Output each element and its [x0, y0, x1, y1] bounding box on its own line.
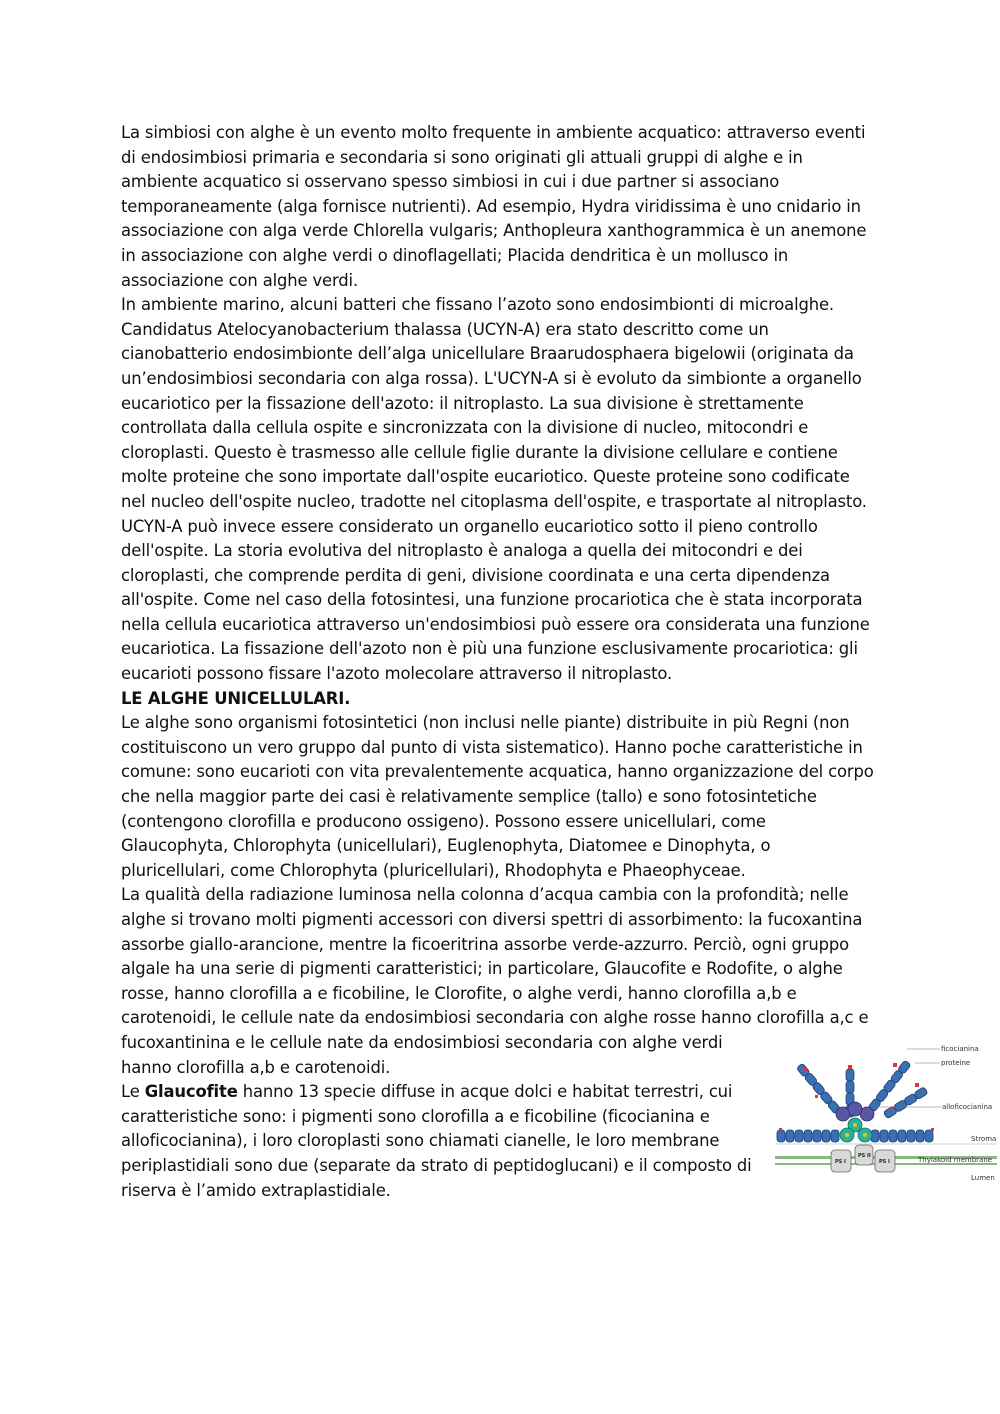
- text-line: periplastidiali sono due (separate da strato di peptidoglucani) e il composto di: [121, 1155, 752, 1175]
- text-line: carotenoidi, le cellule nate da endosimbiosi secondaria con alghe rosse hanno clorofilla a,c e: [121, 1008, 869, 1028]
- text-line: di endosimbiosi primaria e secondaria si sono originati gli attuali gruppi di alghe e in: [121, 147, 803, 167]
- text-line: un’endosimbiosi secondaria con alga rossa). L'UCYN-A si è evoluto da simbionte a organello: [121, 368, 862, 388]
- text-line: hanno clorofilla a,b e carotenoidi.: [121, 1057, 391, 1077]
- text-line: nella cellula eucariotica attraverso un'endosimbiosi può essere ora considerata una funzione: [121, 614, 870, 634]
- ps1-right-label: PS I: [879, 1159, 890, 1165]
- text-line: rosse, hanno clorofilla a e ficobiline, le Clorofite, o alghe verdi, hanno clorofilla a,b e: [121, 983, 797, 1003]
- text-line: riserva è l’amido extraplastidiale.: [121, 1180, 391, 1200]
- glaucofite-term: Glaucofite: [144, 1082, 238, 1102]
- ps2-label: PS II: [858, 1153, 871, 1159]
- text-line: comune: sono eucarioti con vita prevalentemente acquatica, hanno organizzazione del corpo: [121, 762, 874, 782]
- phycobilisome-diagram: [775, 1035, 997, 1187]
- label-lumen: Lumen: [971, 1174, 995, 1182]
- text-line: controllata dalla cellula ospite e sincronizzata con la divisione di nucleo, mitocondri e: [121, 418, 809, 438]
- text-line: molte proteine che sono importate dall'ospite eucariotico. Queste proteine sono codificate: [121, 467, 850, 487]
- text-line: alloficocianina), i loro cloroplasti sono chiamati cianelle, le loro membrane: [121, 1131, 720, 1151]
- text-line: Glaucophyta, Chlorophyta (unicellulari), Euglenophyta, Diatomee e Dinophyta, o: [121, 836, 771, 856]
- text-line: fucoxantinina e le cellule nate da endosimbiosi secondaria con alghe verdi: [121, 1032, 723, 1052]
- core-complex: [836, 1102, 874, 1142]
- text-line: La qualità della radiazione luminosa nella colonna d’acqua cambia con la profondità; nelle: [121, 885, 849, 905]
- text-line: eucariotica. La fissazione dell'azoto non è più una funzione esclusivamente procariotica: gli: [121, 639, 858, 659]
- text-line: ambiente acquatico si osservano spesso simbiosi in cui i due partner si associano: [121, 172, 780, 192]
- text-line: algale ha una serie di pigmenti caratteristici; in particolare, Glaucofite e Rodofite, o alghe: [121, 959, 843, 979]
- algae-paragraphs: [121, 711, 891, 1080]
- text-line: costituiscono un vero gruppo dal punto di vista sistematico). Hanno poche caratteristiche in: [121, 737, 863, 757]
- text-line: cloroplasti. Questo è trasmesso alle cellule figlie durante la divisione cellulare e contiene: [121, 442, 838, 462]
- text-line: pluricellulari, come Chlorophyta (pluricellulari), Rhodophyta e Phaeophyceae.: [121, 860, 746, 880]
- text-line: eucarioti possono fissare l'azoto molecolare attraverso il nitroplasto.: [121, 664, 673, 684]
- text-line: che nella maggior parte dei casi è relativamente semplice (tallo) e sono fotosintetiche: [121, 787, 817, 807]
- label-ficocianina: ficocianina: [941, 1045, 979, 1053]
- text-line: cianobatterio endosimbionte dell’alga unicellulare Braarudosphaera bigelowii (originata da: [121, 344, 854, 364]
- text-line: in associazione con alghe verdi o dinoflagellati; Placida dendritica è un mollusco in: [121, 245, 789, 265]
- label-alloficocianina: alloficocianina: [942, 1103, 993, 1111]
- text-line: Candidatus Atelocyanobacterium thalassa (UCYN-A) era stato descritto come un: [121, 319, 769, 339]
- text-line: UCYN-A può invece essere considerato un organello eucariotico sotto il pieno controllo: [121, 516, 818, 536]
- text-line: nel nucleo dell'ospite nucleo, tradotte nel citoplasma dell'ospite, e trasportate al nitroplasto.: [121, 491, 867, 511]
- text-line: In ambiente marino, alcuni batteri che fissano l’azoto sono endosimbionti di microalghe.: [121, 295, 834, 315]
- label-thylakoid: Thylakoid membrane: [918, 1156, 993, 1164]
- right-horizontal-rod: [871, 1130, 933, 1142]
- text-line: all'ospite. Come nel caso della fotosintesi, una funzione procariotica che è stata incorporata: [121, 590, 863, 610]
- glaucofite-line: Le Glaucofite hanno 13 specie diffuse in acque dolci e habitat terrestri, cui: [121, 1082, 733, 1102]
- phycobilisome-figure: [775, 1035, 997, 1187]
- intro-paragraphs: [121, 121, 891, 687]
- text-line: eucariotico per la fissazione dell'azoto: il nitroplasto. La sua divisione è strettamente: [121, 393, 804, 413]
- text-line: Le alghe sono organismi fotosintetici (non inclusi nelle piante) distribuite in più Regni (non: [121, 713, 850, 733]
- section-heading: LE ALGHE UNICELLULARI.: [121, 688, 351, 708]
- text-line: La simbiosi con alghe è un evento molto frequente in ambiente acquatico: attraverso eventi: [121, 123, 866, 142]
- text-line: caratteristiche sono: i pigmenti sono clorofilla a e ficobiline (ficocianina e: [121, 1106, 710, 1126]
- photosystems: [831, 1145, 895, 1172]
- text-line: cloroplasti, che comprende perdita di geni, divisione coordinata e una certa dipendenza: [121, 565, 830, 585]
- text-line: temporaneamente (alga fornisce nutrienti). Ad esempio, Hydra viridissima è uno cnidario in: [121, 196, 861, 216]
- text-line: associazione con alga verde Chlorella vulgaris; Anthopleura xanthogrammica è un anemone: [121, 221, 867, 241]
- ps1-left-label: PS I: [835, 1159, 846, 1165]
- label-proteine: proteine: [941, 1059, 971, 1067]
- text-line: assorbe giallo-arancione, mentre la ficoeritrina assorbe verde-azzurro. Perciò, ogni gruppo: [121, 934, 850, 954]
- label-stroma: Stroma: [971, 1135, 997, 1143]
- text-line: (contengono clorofilla e producono ossigeno). Possono essere unicellulari, come: [121, 811, 766, 831]
- text-line: associazione con alghe verdi.: [121, 270, 359, 290]
- text-line: dell'ospite. La storia evolutiva del nitroplasto è analoga a quella dei mitocondri e dei: [121, 541, 803, 561]
- text-line: alghe si trovano molti pigmenti accessori con diversi spettri di assorbimento: la fucoxantina: [121, 910, 863, 929]
- left-horizontal-rod: [777, 1130, 839, 1142]
